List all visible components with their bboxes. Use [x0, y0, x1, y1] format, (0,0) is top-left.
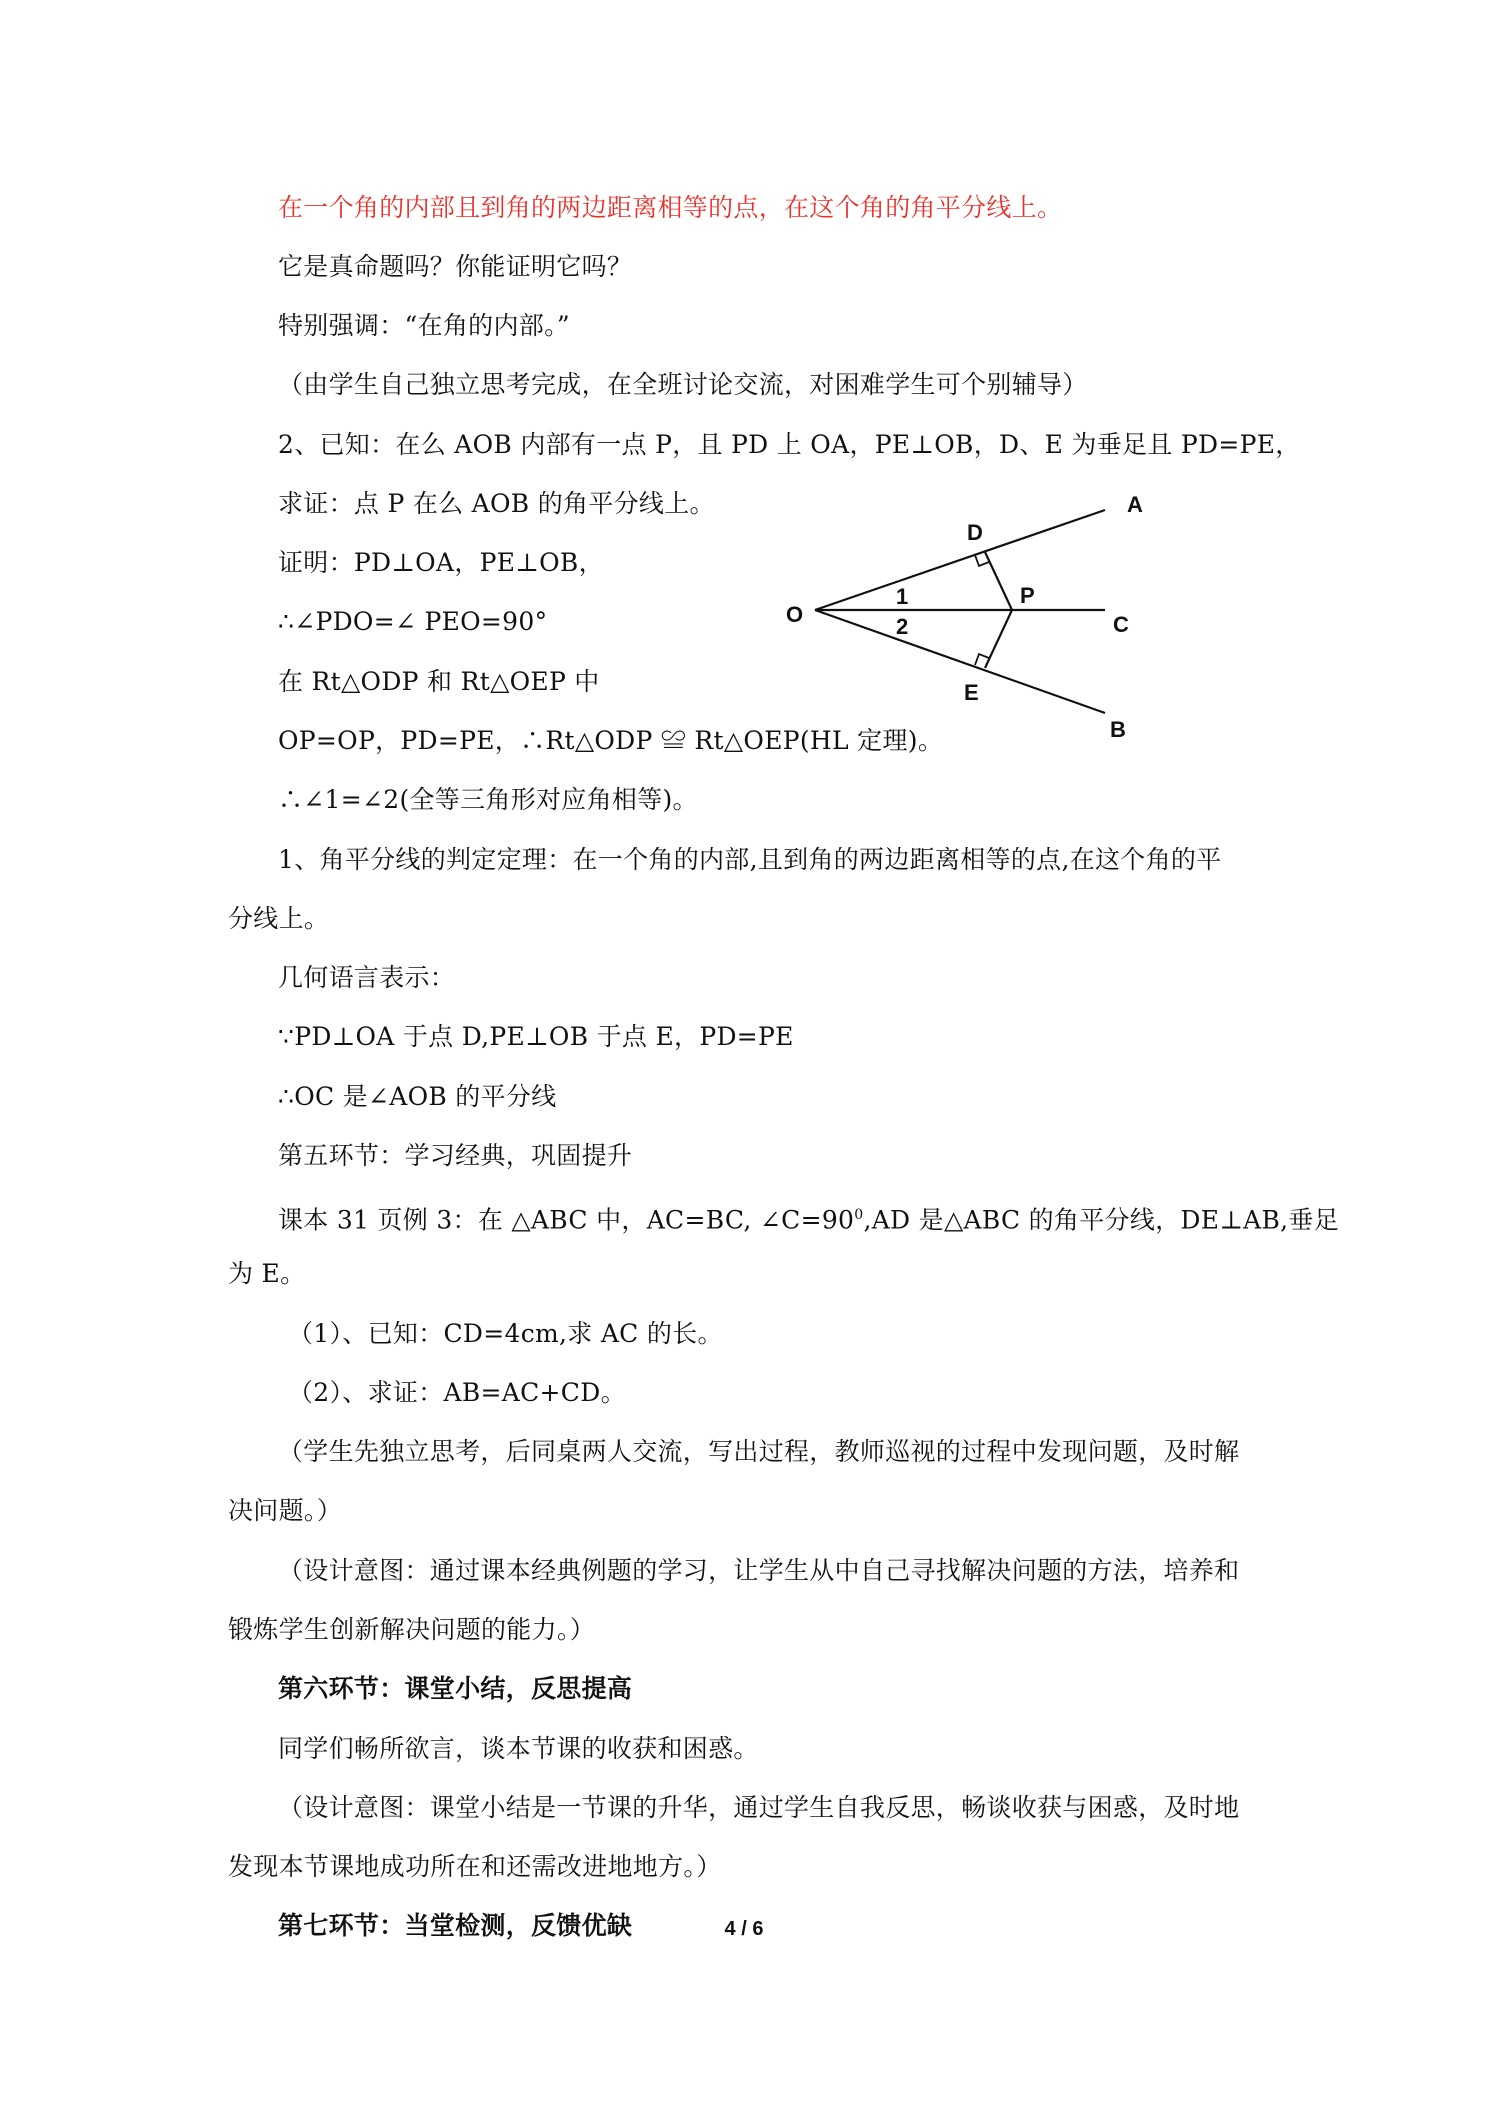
design-intent-1: （设计意图：通过课本经典例题的学习，让学生从中自己寻找解决问题的方法，培养和 — [278, 1556, 1240, 1585]
design-intent-2: （设计意图：课堂小结是一节课的升华，通过学生自我反思，畅谈收获与困惑，及时地 — [278, 1793, 1240, 1822]
section-six-heading: 第六环节：课堂小结，反思提高 — [278, 1674, 633, 1703]
example-statement-cont: 为 E。 — [228, 1259, 306, 1288]
proof-line-2: ∴∠PDO=∠ PEO=90° — [278, 607, 548, 636]
section-five-heading: 第五环节：学习经典，巩固提升 — [278, 1141, 633, 1170]
example-text-b: ,AD 是△ABC 的角平分线，DE⊥AB,垂足 — [863, 1205, 1340, 1235]
design-intent-1-cont: 锻炼学生创新解决问题的能力。） — [228, 1615, 596, 1644]
theorem-definition: 1、角平分线的判定定理：在一个角的内部,且到角的两边距离相等的点,在这个角的平 — [278, 845, 1222, 874]
geometry-language-heading: 几何语言表示： — [278, 963, 456, 992]
proof-line-1: 证明：PD⊥OA，PE⊥OB， — [278, 548, 604, 577]
summary-text: 同学们畅所欲言，谈本节课的收获和困惑。 — [278, 1734, 759, 1763]
example-text-a: 课本 31 页例 3：在 △ABC 中，AC=BC, ∠C=90 — [278, 1205, 855, 1235]
label-O: O — [786, 602, 804, 627]
label-C: C — [1113, 612, 1129, 637]
ray-OA — [815, 510, 1105, 610]
label-D: D — [967, 520, 983, 545]
segment-PE — [985, 610, 1012, 668]
emphasis-text: 特别强调：“在角的内部。” — [278, 311, 570, 340]
theorem-definition-cont: 分线上。 — [228, 904, 330, 933]
label-angle-2: 2 — [896, 614, 909, 639]
example-part-2: （2）、求证：AB=AC+CD。 — [288, 1378, 626, 1407]
degree-superscript: 0 — [854, 1207, 864, 1223]
proof-line-4: OP=OP，PD=PE，∴Rt△ODP ≌ Rt△OEP(HL 定理)。 — [278, 726, 944, 755]
section-seven-heading: 第七环节：当堂检测，反馈优缺 — [278, 1911, 633, 1940]
label-angle-1: 1 — [896, 584, 909, 609]
label-B: B — [1110, 717, 1126, 742]
geometry-language-2: ∴OC 是∠AOB 的平分线 — [278, 1082, 557, 1111]
geometry-language-1: ∵PD⊥OA 于点 D,PE⊥OB 于点 E，PD=PE — [278, 1022, 794, 1051]
example-part-1: （1）、已知：CD=4cm,求 AC 的长。 — [288, 1319, 723, 1348]
proof-conclusion: ∴∠1=∠2(全等三角形对应角相等)。 — [278, 785, 698, 814]
label-E: E — [964, 680, 979, 705]
proof-line-3: 在 Rt△ODP 和 Rt△OEP 中 — [278, 667, 600, 696]
ray-OB — [815, 610, 1105, 713]
activity-note: （学生先独立思考，后同桌两人交流，写出过程，教师巡视的过程中发现问题，及时解 — [278, 1437, 1240, 1466]
given-statement: 2、已知：在么 AOB 内部有一点 P，且 PD 上 OA，PE⊥OB，D、E 为垂足且 PD=PE， — [278, 430, 1301, 459]
label-P: P — [1020, 583, 1035, 608]
question-text: 它是真命题吗？你能证明它吗？ — [278, 252, 633, 281]
theorem-statement: 在一个角的内部且到角的两边距离相等的点，在这个角的角平分线上。 — [278, 193, 1063, 222]
page-number: 4 / 6 — [724, 1918, 764, 1940]
segment-PD — [985, 552, 1012, 610]
prove-statement: 求证：点 P 在么 AOB 的角平分线上。 — [278, 489, 715, 518]
teaching-note: （由学生自己独立思考完成，在全班讨论交流，对困难学生可个别辅导） — [278, 370, 1088, 399]
label-A: A — [1127, 492, 1143, 517]
activity-note-cont: 决问题。） — [228, 1496, 343, 1525]
design-intent-2-cont: 发现本节课地成功所在和还需改进地地方。） — [228, 1852, 722, 1881]
